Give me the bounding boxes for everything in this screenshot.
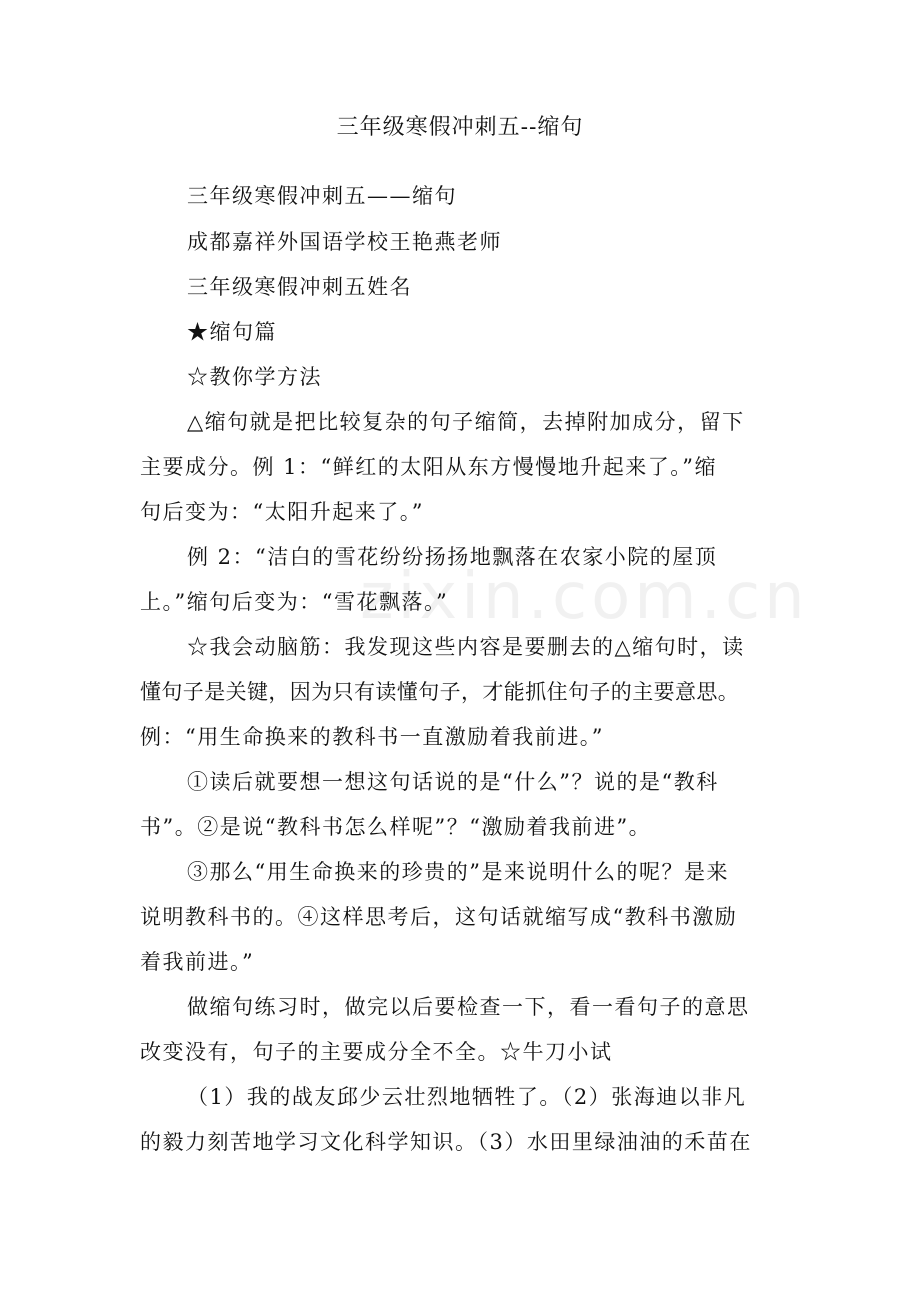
paragraph-line: 说明教科书的。④这样思考后，这句话就缩写成“教科书激励 <box>140 905 738 929</box>
watermark: zixin.com.cn <box>360 560 809 634</box>
paragraph-line: （1）我的战友邱少云壮烈地牺牲了。（2）张海迪以非凡 <box>187 1085 747 1109</box>
paragraph-line: 改变没有，句子的主要成分全不全。☆牛刀小试 <box>140 1040 613 1064</box>
paragraph-line: 三年级寒假冲刺五姓名 <box>187 275 412 299</box>
paragraph-line: 的毅力刻苦地学习文化科学知识。（3）水田里绿油油的禾苗在 <box>140 1130 752 1154</box>
paragraph-line: 做缩句练习时，做完以后要检查一下，看一看句子的意思 <box>187 995 750 1019</box>
section-heading: ☆教你学方法 <box>187 365 322 389</box>
paragraph-line: 着我前进。” <box>140 950 255 974</box>
paragraph-line: △缩句就是把比较复杂的句子缩简，去掉附加成分，留下 <box>187 410 745 434</box>
paragraph-line: 例：“用生命换来的教科书一直激励着我前进。” <box>140 725 604 749</box>
paragraph-line: ☆我会动脑筋：我发现这些内容是要删去的△缩句时，读 <box>187 635 745 659</box>
paragraph-line: ①读后就要想一想这句话说的是“什么”？说的是“教科 <box>187 770 719 794</box>
paragraph-line: 书”。②是说“教科书怎么样呢”？“激励着我前进”。 <box>140 815 652 839</box>
paragraph-line: 三年级寒假冲刺五——缩句 <box>187 184 457 208</box>
paragraph-line: 上。”缩句后变为：“雪花飘落。” <box>140 590 449 614</box>
page-title: 三年级寒假冲刺五--缩句 <box>336 115 584 140</box>
paragraph-line: 例 2：“洁白的雪花纷纷扬扬地飘落在农家小院的屋顶 <box>187 545 718 569</box>
section-heading: ★缩句篇 <box>187 320 277 344</box>
paragraph-line: 成都嘉祥外国语学校王艳燕老师 <box>187 230 502 254</box>
paragraph-line: ③那么“用生命换来的珍贵的”是来说明什么的呢？是来 <box>187 860 729 884</box>
paragraph-line: 主要成分。例 1：“鲜红的太阳从东方慢慢地升起来了。”缩 <box>140 455 718 479</box>
paragraph-line: 句后变为：“太阳升起来了。” <box>140 500 424 524</box>
paragraph-line: 懂句子是关键，因为只有读懂句子，才能抓住句子的主要意思。 <box>140 680 740 704</box>
